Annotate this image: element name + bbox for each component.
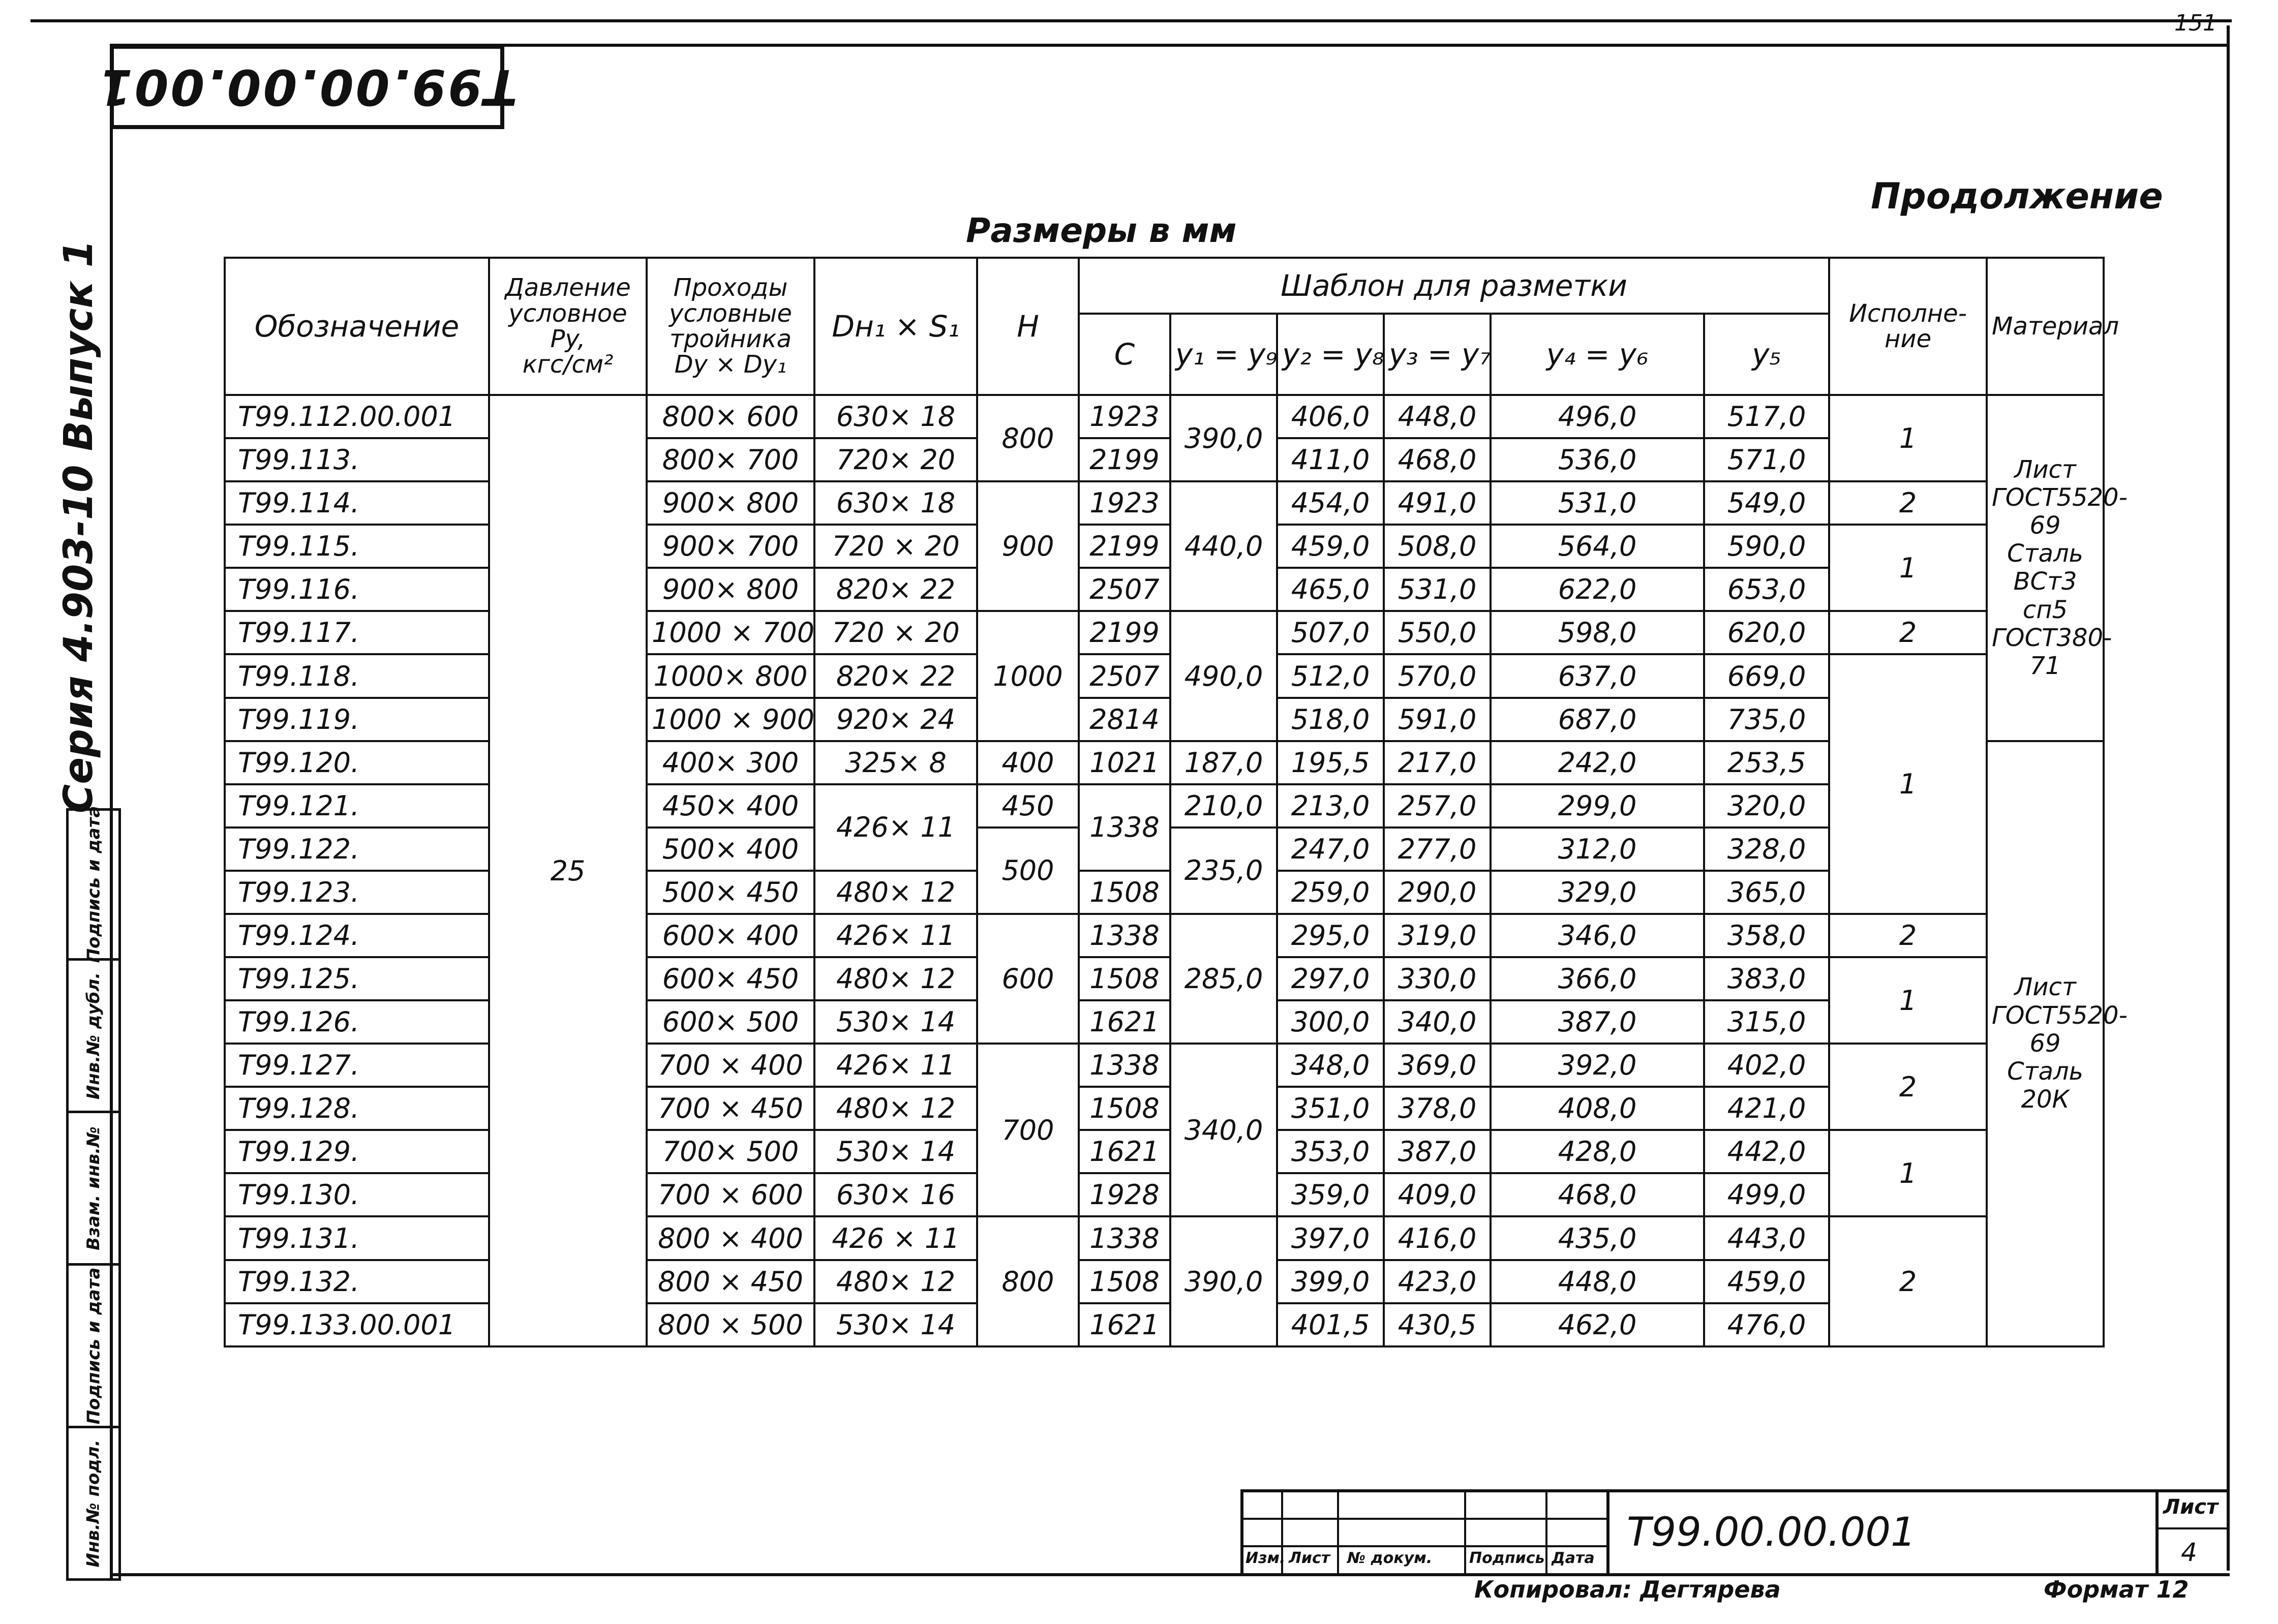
cell-y3: 423,0 [1384, 1260, 1491, 1303]
cell-y2: 300,0 [1277, 1000, 1384, 1044]
cell-y2: 348,0 [1277, 1044, 1384, 1087]
cell-y5: 476,0 [1704, 1303, 1829, 1346]
cell-c: 1621 [1079, 1303, 1170, 1346]
cell-passage: 700 × 450 [647, 1087, 814, 1130]
cell-passage: 800× 700 [647, 438, 814, 481]
header-material: Материал [1987, 258, 2104, 395]
cell-y5: 499,0 [1704, 1173, 1829, 1216]
col-doc: № докум. [1347, 1549, 1433, 1567]
execution-group: 1 [1829, 525, 1987, 611]
cell-y5: 590,0 [1704, 525, 1829, 568]
cell-c: 2507 [1079, 568, 1170, 611]
cell-designation: Т99.127. [225, 1044, 489, 1087]
cell-y4: 299,0 [1491, 784, 1704, 828]
cell-y3: 468,0 [1384, 438, 1491, 481]
cell-y3: 570,0 [1384, 654, 1491, 697]
cell-c: 1508 [1079, 1087, 1170, 1130]
cell-y2: 507,0 [1277, 611, 1384, 654]
copied-by: Копировал: Дегтярева [1474, 1576, 1781, 1603]
cell-y5: 517,0 [1704, 395, 1829, 438]
cell-passage: 1000× 800 [647, 654, 814, 697]
header-y1: y₁ = y₉ [1170, 314, 1277, 395]
h-group: 500 [977, 828, 1079, 914]
cell-y5: 365,0 [1704, 871, 1829, 914]
cell-dn: 530× 14 [814, 1130, 977, 1173]
cell-c: 2199 [1079, 525, 1170, 568]
cell-passage: 400× 300 [647, 741, 814, 784]
cell-y3: 531,0 [1384, 568, 1491, 611]
header-y2: y₂ = y₈ [1277, 314, 1384, 395]
revision-grid [1240, 1489, 1606, 1576]
cell-y3: 330,0 [1384, 957, 1491, 1000]
cell-c: 2814 [1079, 698, 1170, 741]
cell-y2: 295,0 [1277, 914, 1384, 957]
cell-dn: 630× 18 [814, 395, 977, 438]
side-cell-dup-inv: Инв.№ дубл. [66, 961, 121, 1113]
cell-y3: 277,0 [1384, 828, 1491, 871]
cell-y3: 508,0 [1384, 525, 1491, 568]
stamp-designation: Т99.00.00.001 [96, 58, 518, 115]
cell-designation: Т99.126. [225, 1000, 489, 1044]
top-border-line [31, 19, 2232, 22]
execution-group: 1 [1829, 395, 1987, 481]
cell-y5: 421,0 [1704, 1087, 1829, 1130]
execution-group: 1 [1829, 957, 1987, 1044]
cell-designation: Т99.131. [225, 1216, 489, 1260]
col-list: Лист [1289, 1549, 1330, 1567]
page-number: 151 [2174, 10, 2217, 36]
h-group: 900 [977, 481, 1079, 611]
header-template: Шаблон для разметки [1079, 258, 1829, 314]
cell-y3: 416,0 [1384, 1216, 1491, 1260]
cell-c: 1923 [1079, 395, 1170, 438]
side-cell-orig-inv: Инв.№ подл. [66, 1428, 121, 1581]
side-cell-repl-inv: Взам. инв.№ [66, 1113, 121, 1266]
header-y4: y₄ = y₆ [1491, 314, 1704, 395]
cell-c: 2199 [1079, 611, 1170, 654]
cell-c: 2507 [1079, 654, 1170, 697]
cell-designation: Т99.112.00.001 [225, 395, 489, 438]
header-passage: Проходы условные тройника Dy × Dy₁ [647, 258, 814, 395]
cell-y5: 653,0 [1704, 568, 1829, 611]
cell-passage: 600× 500 [647, 1000, 814, 1044]
cell-y2: 512,0 [1277, 654, 1384, 697]
cell-designation: Т99.120. [225, 741, 489, 784]
cell-designation: Т99.124. [225, 914, 489, 957]
cell-y2: 465,0 [1277, 568, 1384, 611]
format-label: Формат 12 [2044, 1576, 2189, 1603]
cell-y5: 549,0 [1704, 481, 1829, 525]
execution-group: 2 [1829, 611, 1987, 654]
cell-y2: 399,0 [1277, 1260, 1384, 1303]
cell-c: 1338 [1079, 914, 1170, 957]
continuation-label: Продолжение [1871, 175, 2163, 217]
cell-y3: 369,0 [1384, 1044, 1491, 1087]
cell-y4: 428,0 [1491, 1130, 1704, 1173]
cell-y2: 454,0 [1277, 481, 1384, 525]
cell-passage: 700 × 600 [647, 1173, 814, 1216]
cell-y4: 312,0 [1491, 828, 1704, 871]
cell-y4: 687,0 [1491, 698, 1704, 741]
cell-passage: 800 × 450 [647, 1260, 814, 1303]
sheet-number: 4 [2181, 1538, 2197, 1567]
cell-designation: Т99.132. [225, 1260, 489, 1303]
cell-y5: 735,0 [1704, 698, 1829, 741]
cell-y2: 353,0 [1277, 1130, 1384, 1173]
cell-designation: Т99.116. [225, 568, 489, 611]
cell-passage: 500× 450 [647, 871, 814, 914]
cell-passage: 700× 500 [647, 1130, 814, 1173]
cell-dn: 720 × 20 [814, 611, 977, 654]
cell-dn: 820× 22 [814, 568, 977, 611]
cell-y2: 397,0 [1277, 1216, 1384, 1260]
cell-y4: 448,0 [1491, 1260, 1704, 1303]
y1-group: 235,0 [1170, 828, 1277, 914]
cell-y5: 320,0 [1704, 784, 1829, 828]
cell-y4: 366,0 [1491, 957, 1704, 1000]
cell-dn: 630× 16 [814, 1173, 977, 1216]
execution-group: 2 [1829, 914, 1987, 957]
cell-y5: 253,5 [1704, 741, 1829, 784]
cell-designation: Т99.119. [225, 698, 489, 741]
cell-y3: 409,0 [1384, 1173, 1491, 1216]
header-dn: Dн₁ × S₁ [814, 258, 977, 395]
cell-y4: 531,0 [1491, 481, 1704, 525]
cell-c: 1508 [1079, 871, 1170, 914]
cell-passage: 500× 400 [647, 828, 814, 871]
cell-dn: 480× 12 [814, 1260, 977, 1303]
cell-c: 1508 [1079, 1260, 1170, 1303]
cell-c: 1338 [1079, 1044, 1170, 1087]
h-group: 450 [977, 784, 1079, 828]
title-designation: Т99.00.00.001 [1627, 1510, 1916, 1555]
cell-y5: 358,0 [1704, 914, 1829, 957]
execution-group: 2 [1829, 1044, 1987, 1130]
h-group: 600 [977, 914, 1079, 1044]
h-group: 700 [977, 1044, 1079, 1216]
cell-passage: 800× 600 [647, 395, 814, 438]
cell-passage: 800 × 500 [647, 1303, 814, 1346]
cell-passage: 600× 450 [647, 957, 814, 1000]
h-group: 1000 [977, 611, 1079, 741]
cell-c: 1338 [1079, 784, 1170, 871]
cell-c: 1338 [1079, 1216, 1170, 1260]
cell-y4: 468,0 [1491, 1173, 1704, 1216]
header-designation: Обозначение [225, 258, 489, 395]
cell-dn: 426× 11 [814, 784, 977, 871]
cell-y5: 383,0 [1704, 957, 1829, 1000]
cell-y4: 435,0 [1491, 1216, 1704, 1260]
series-label: Серия 4.903-10 Выпуск 1 [56, 240, 102, 813]
cell-y4: 637,0 [1491, 654, 1704, 697]
cell-dn: 920× 24 [814, 698, 977, 741]
cell-y3: 257,0 [1384, 784, 1491, 828]
col-sign: Подпись [1469, 1549, 1545, 1567]
y1-group: 340,0 [1170, 1044, 1277, 1216]
col-izm: Изм. [1246, 1549, 1286, 1567]
cell-y3: 378,0 [1384, 1087, 1491, 1130]
cell-designation: Т99.118. [225, 654, 489, 697]
cell-designation: Т99.130. [225, 1173, 489, 1216]
cell-y4: 462,0 [1491, 1303, 1704, 1346]
cell-dn: 630× 18 [814, 481, 977, 525]
pressure-value: 25 [489, 395, 647, 1346]
cell-y5: 443,0 [1704, 1216, 1829, 1260]
cell-y3: 491,0 [1384, 481, 1491, 525]
cell-passage: 700 × 400 [647, 1044, 814, 1087]
execution-group: 2 [1829, 481, 1987, 525]
cell-y4: 346,0 [1491, 914, 1704, 957]
cell-y4: 392,0 [1491, 1044, 1704, 1087]
cell-c: 2199 [1079, 438, 1170, 481]
cell-y3: 387,0 [1384, 1130, 1491, 1173]
material-1: Лист ГОСТ5520-69 Сталь ВСт3 сп5 ГОСТ380-71 [1987, 395, 2104, 741]
cell-designation: Т99.114. [225, 481, 489, 525]
h-group: 800 [977, 1216, 1079, 1346]
cell-passage: 1000 × 900 [647, 698, 814, 741]
side-cell-sign-date-1: Подпись и дата [66, 808, 121, 961]
title-block [1240, 1489, 2227, 1576]
y1-group: 490,0 [1170, 611, 1277, 741]
cell-passage: 800 × 400 [647, 1216, 814, 1260]
cell-y2: 401,5 [1277, 1303, 1384, 1346]
cell-designation: Т99.129. [225, 1130, 489, 1173]
y1-group: 285,0 [1170, 914, 1277, 1044]
approval-strip [66, 808, 122, 1581]
frame-right [2227, 25, 2230, 1571]
cell-passage: 900× 800 [647, 568, 814, 611]
cell-dn: 480× 12 [814, 871, 977, 914]
header-execution: Исполне- ние [1829, 258, 1987, 395]
cell-designation: Т99.122. [225, 828, 489, 871]
table-row [225, 395, 2104, 438]
cell-c: 1928 [1079, 1173, 1170, 1216]
cell-y4: 536,0 [1491, 438, 1704, 481]
cell-y2: 359,0 [1277, 1173, 1384, 1216]
spec-table [224, 257, 2128, 1347]
cell-y5: 459,0 [1704, 1260, 1829, 1303]
cell-y3: 217,0 [1384, 741, 1491, 784]
cell-c: 1508 [1079, 957, 1170, 1000]
cell-dn: 480× 12 [814, 957, 977, 1000]
cell-designation: Т99.128. [225, 1087, 489, 1130]
cell-passage: 450× 400 [647, 784, 814, 828]
cell-y4: 387,0 [1491, 1000, 1704, 1044]
sheet-label: Лист [2163, 1495, 2219, 1519]
cell-y3: 290,0 [1384, 871, 1491, 914]
cell-dn: 530× 14 [814, 1000, 977, 1044]
cell-dn: 426 × 11 [814, 1216, 977, 1260]
cell-c: 1923 [1079, 481, 1170, 525]
cell-y4: 564,0 [1491, 525, 1704, 568]
cell-passage: 900× 800 [647, 481, 814, 525]
cell-y5: 402,0 [1704, 1044, 1829, 1087]
cell-y5: 315,0 [1704, 1000, 1829, 1044]
cell-y2: 518,0 [1277, 698, 1384, 741]
cell-dn: 325× 8 [814, 741, 977, 784]
cell-y4: 622,0 [1491, 568, 1704, 611]
cell-passage: 1000 × 700 [647, 611, 814, 654]
header-y3: y₃ = y₇ [1384, 314, 1491, 395]
y1-group: 210,0 [1170, 784, 1277, 828]
header-c: C [1079, 314, 1170, 395]
stamp-box [96, 45, 518, 129]
units-label: Размеры в мм [966, 211, 1237, 250]
execution-group: 1 [1829, 654, 1987, 913]
col-date: Дата [1552, 1549, 1595, 1567]
cell-y4: 598,0 [1491, 611, 1704, 654]
cell-y3: 591,0 [1384, 698, 1491, 741]
cell-c: 1621 [1079, 1000, 1170, 1044]
cell-dn: 480× 12 [814, 1087, 977, 1130]
cell-c: 1021 [1079, 741, 1170, 784]
cell-y4: 329,0 [1491, 871, 1704, 914]
y1-group: 440,0 [1170, 481, 1277, 611]
cell-y2: 259,0 [1277, 871, 1384, 914]
cell-dn: 820× 22 [814, 654, 977, 697]
cell-y3: 340,0 [1384, 1000, 1491, 1044]
y1-group: 390,0 [1170, 395, 1277, 481]
cell-y5: 571,0 [1704, 438, 1829, 481]
y1-group: 390,0 [1170, 1216, 1277, 1346]
cell-designation: Т99.117. [225, 611, 489, 654]
cell-designation: Т99.133.00.001 [225, 1303, 489, 1346]
cell-y2: 406,0 [1277, 395, 1384, 438]
h-group: 400 [977, 741, 1079, 784]
cell-passage: 600× 400 [647, 914, 814, 957]
header-h: H [977, 258, 1079, 395]
side-cell-sign-date-2: Подпись и дата [66, 1266, 121, 1428]
execution-group: 1 [1829, 1130, 1987, 1216]
cell-y2: 213,0 [1277, 784, 1384, 828]
cell-dn: 426× 11 [814, 1044, 977, 1087]
cell-designation: Т99.123. [225, 871, 489, 914]
cell-dn: 720× 20 [814, 438, 977, 481]
cell-designation: Т99.115. [225, 525, 489, 568]
header-y5: y₅ [1704, 314, 1829, 395]
cell-y2: 459,0 [1277, 525, 1384, 568]
material-2: Лист ГОСТ5520-69 Сталь 20К [1987, 741, 2104, 1346]
y1-group: 187,0 [1170, 741, 1277, 784]
cell-y2: 297,0 [1277, 957, 1384, 1000]
cell-dn: 426× 11 [814, 914, 977, 957]
cell-passage: 900× 700 [647, 525, 814, 568]
cell-y5: 620,0 [1704, 611, 1829, 654]
cell-y3: 319,0 [1384, 914, 1491, 957]
h-group: 800 [977, 395, 1079, 481]
cell-y4: 496,0 [1491, 395, 1704, 438]
execution-group: 2 [1829, 1216, 1987, 1346]
cell-dn: 530× 14 [814, 1303, 977, 1346]
cell-c: 1621 [1079, 1130, 1170, 1173]
cell-designation: Т99.113. [225, 438, 489, 481]
cell-y3: 430,5 [1384, 1303, 1491, 1346]
cell-y4: 242,0 [1491, 741, 1704, 784]
cell-y5: 328,0 [1704, 828, 1829, 871]
cell-designation: Т99.121. [225, 784, 489, 828]
cell-y3: 448,0 [1384, 395, 1491, 438]
cell-dn: 720 × 20 [814, 525, 977, 568]
cell-y5: 669,0 [1704, 654, 1829, 697]
cell-y4: 408,0 [1491, 1087, 1704, 1130]
cell-y2: 195,5 [1277, 741, 1384, 784]
cell-y5: 442,0 [1704, 1130, 1829, 1173]
cell-y3: 550,0 [1384, 611, 1491, 654]
cell-y2: 351,0 [1277, 1087, 1384, 1130]
cell-y2: 247,0 [1277, 828, 1384, 871]
cell-designation: Т99.125. [225, 957, 489, 1000]
header-pressure: Давление условное Py, кгс/см² [489, 258, 647, 395]
cell-y2: 411,0 [1277, 438, 1384, 481]
